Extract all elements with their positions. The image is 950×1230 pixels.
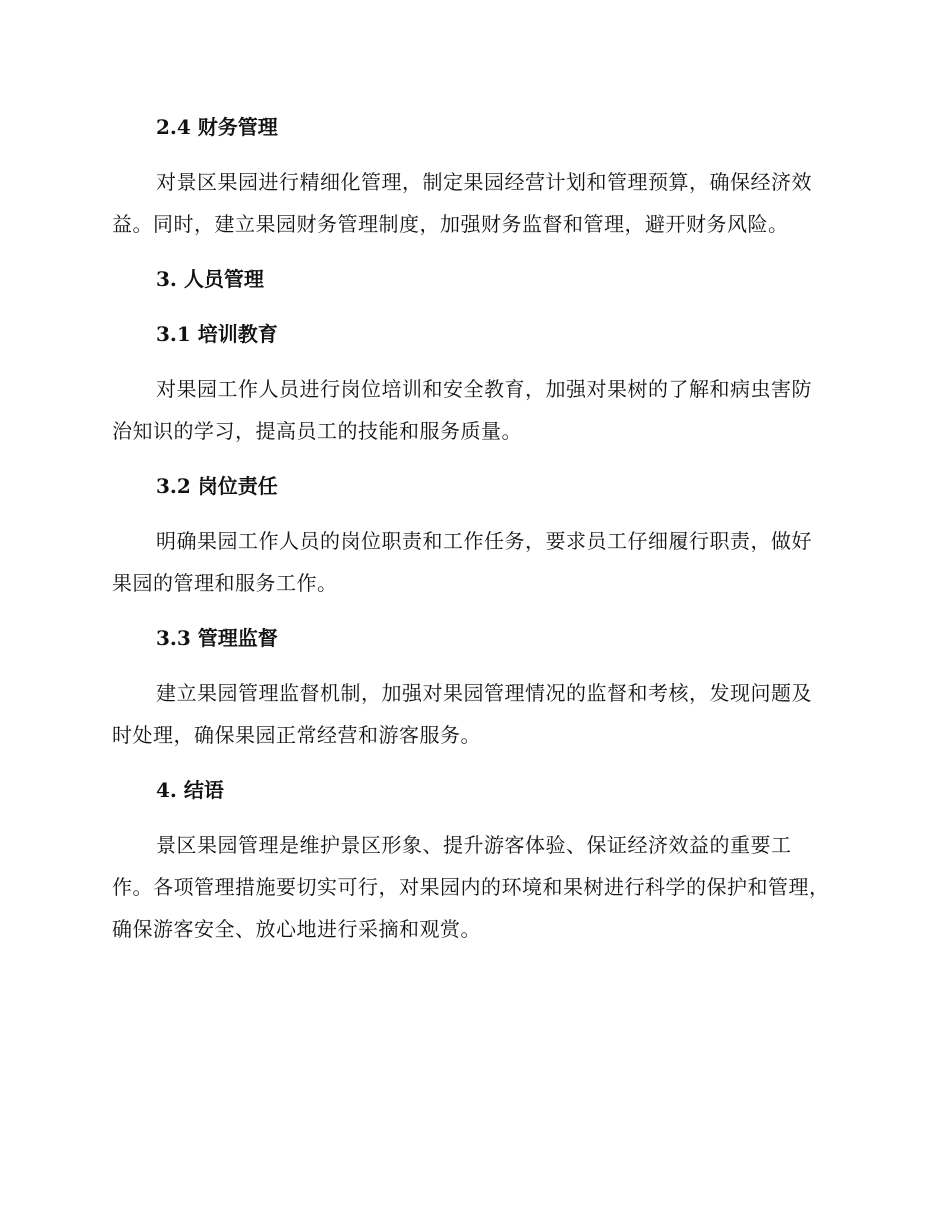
section-text-4: 景区果园管理是维护景区形象、提升游客体验、保证经济效益的重要工作。各项管理措施要切实可行，对果园内的环境和果树进行科学的保护和管理，确保游客安全、放心地进行采摘和观赏。 (112, 833, 830, 941)
section-text-3-3: 建立果园管理监督机制，加强对果园管理情况的监督和考核，发现问题及时处理，确保果园正常经营和游客服务。 (112, 681, 812, 747)
section-text-2-4: 对景区果园进行精细化管理，制定果园经营计划和管理预算，确保经济效益。同时，建立果园财务管理制度，加强财务监督和管理，避开财务风险。 (112, 170, 812, 236)
section-heading-3-1: 3.1 培训教育 (156, 322, 278, 346)
section-heading-4: 4. 结语 (156, 778, 224, 802)
document-page (112, 106, 832, 950)
section-heading-2-4: 2.4 财务管理 (156, 115, 278, 139)
section-heading-3: 3. 人员管理 (156, 267, 264, 291)
section-heading-3-3: 3.3 管理监督 (156, 626, 278, 650)
section-heading-3-2: 3.2 岗位责任 (156, 474, 278, 498)
section-text-3-1: 对果园工作人员进行岗位培训和安全教育，加强对果树的了解和病虫害防治知识的学习，提高员工的技能和服务质量。 (112, 377, 812, 443)
section-text-3-2: 明确果园工作人员的岗位职责和工作任务，要求员工仔细履行职责，做好果园的管理和服务工作。 (112, 529, 812, 595)
